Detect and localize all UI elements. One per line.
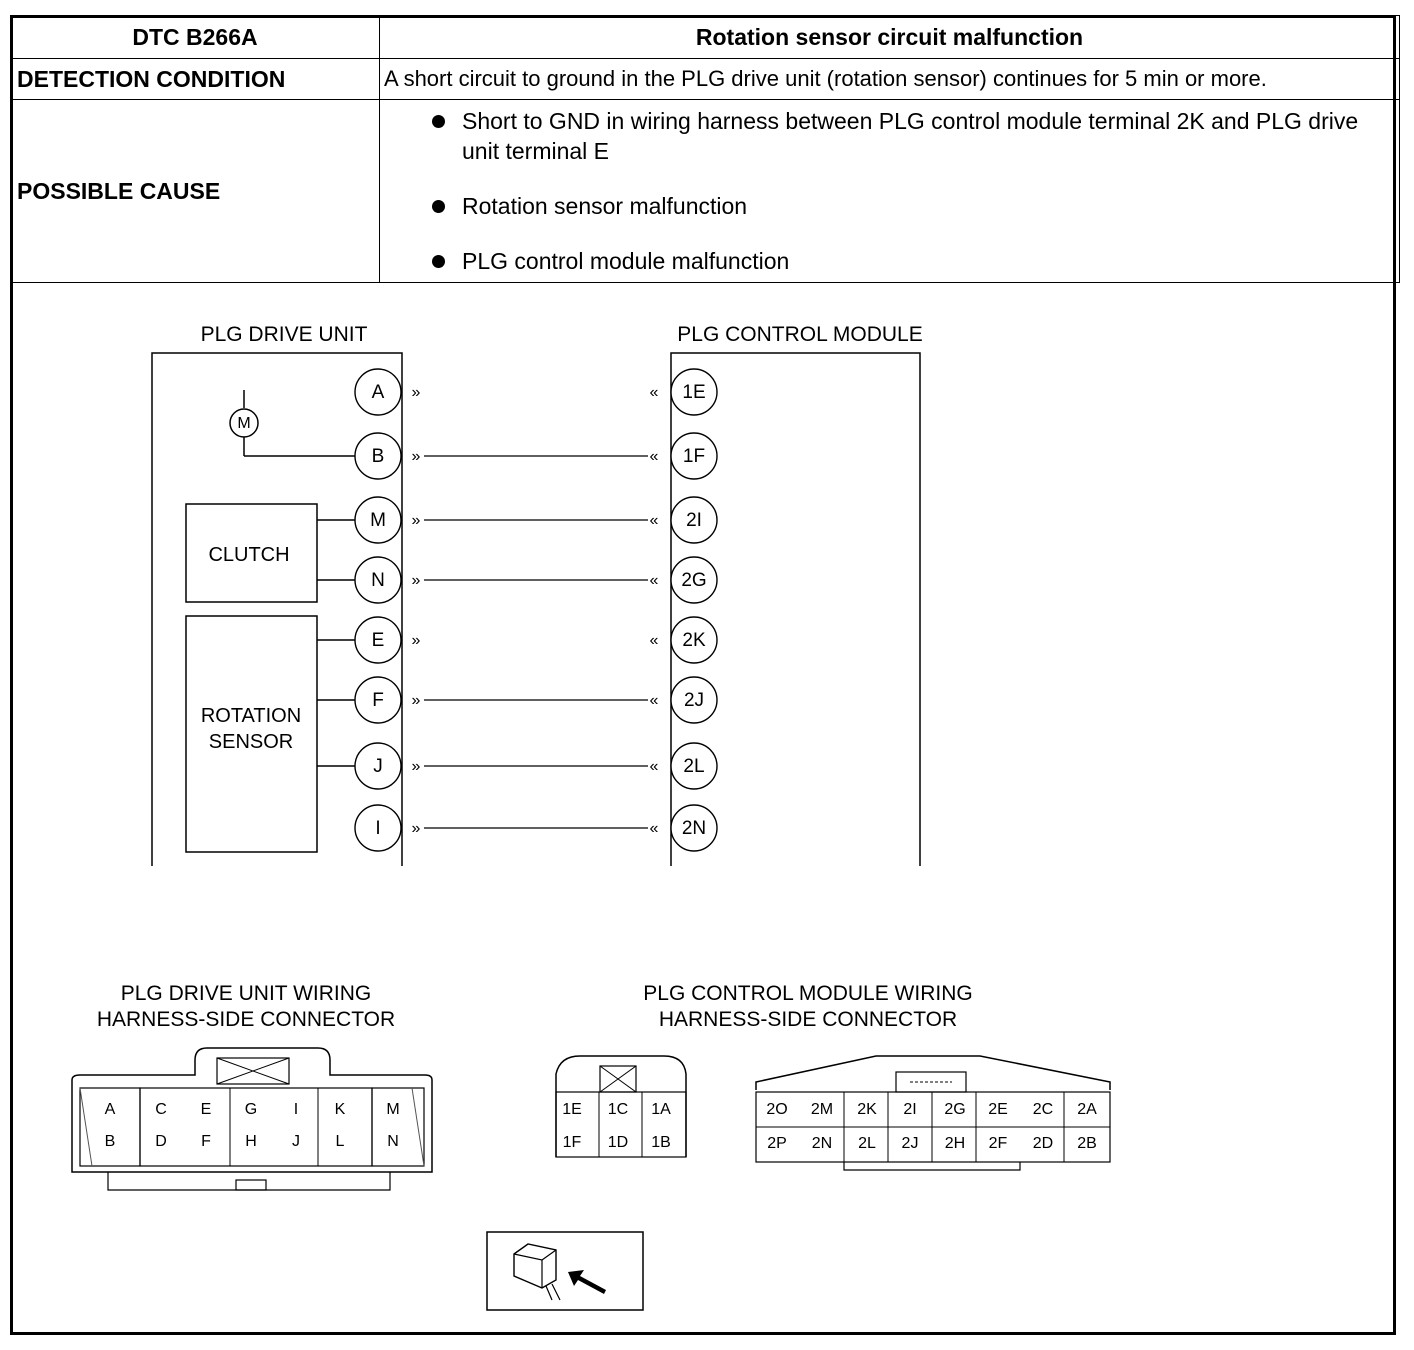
- connector-pin: 2E: [988, 1101, 1008, 1119]
- connector-pin: L: [335, 1133, 345, 1151]
- cause-text: PLG control module malfunction: [462, 248, 790, 274]
- module-terminal-mark: «: [649, 384, 659, 402]
- drive-unit-title: PLG DRIVE UNIT: [200, 323, 368, 346]
- connector-pin: H: [245, 1133, 257, 1151]
- control-module-title: PLG CONTROL MODULE: [677, 323, 923, 346]
- module-connector-title-line1: PLG CONTROL MODULE WIRING: [643, 982, 973, 1005]
- module-terminal-mark: «: [649, 572, 659, 590]
- module-pin-label: 1F: [682, 446, 706, 468]
- connector-pin: 1A: [651, 1101, 671, 1119]
- module-terminal-mark: «: [649, 448, 659, 466]
- drive-terminal-mark: »: [411, 632, 421, 650]
- connector-pin: 2G: [944, 1101, 966, 1119]
- detection-condition-label: DETECTION CONDITION: [11, 59, 380, 100]
- connector-pin: B: [104, 1133, 116, 1151]
- rotation-sensor-label-line1: ROTATION: [200, 705, 302, 727]
- drive-pin-label: N: [371, 570, 385, 592]
- motor-symbol: M: [237, 415, 251, 433]
- connector-pin: 1E: [562, 1101, 582, 1119]
- connector-pin: 2D: [1032, 1135, 1054, 1153]
- module-pin-label: 2N: [681, 818, 707, 840]
- module-connector-1-pins: [562, 1101, 671, 1151]
- connector-pin: 1C: [607, 1101, 629, 1119]
- drive-connector-title-line2: HARNESS-SIDE CONNECTOR: [96, 1008, 396, 1031]
- connector-pin: 2I: [903, 1101, 917, 1119]
- module-terminal-mark: «: [649, 758, 659, 776]
- connector-pin: F: [201, 1133, 211, 1151]
- connector-pin: M: [386, 1101, 400, 1119]
- drive-terminal-mark: »: [411, 758, 421, 776]
- connector-pin: 2J: [901, 1135, 919, 1153]
- drive-pin-label: A: [371, 382, 385, 404]
- connector-pin: 2O: [766, 1101, 788, 1119]
- connector-pin: 2N: [811, 1135, 833, 1153]
- connector-pin: 1D: [607, 1134, 629, 1152]
- connection-row: [355, 557, 717, 603]
- module-pin-label: 1E: [682, 382, 706, 404]
- connector-pin: J: [292, 1133, 300, 1151]
- connector-pin: 1F: [562, 1134, 582, 1152]
- drive-terminal-mark: »: [411, 384, 421, 402]
- connection-row: [355, 677, 717, 723]
- connector-pin: N: [387, 1133, 399, 1151]
- connector-pin: 2P: [767, 1135, 787, 1153]
- connector-pin: K: [334, 1101, 346, 1119]
- connector-pin: 2F: [988, 1135, 1008, 1153]
- connector-pin: G: [244, 1101, 258, 1119]
- drive-connector-pins: [105, 1101, 400, 1150]
- control-module-box: [671, 353, 920, 866]
- connector-pin: E: [200, 1101, 212, 1119]
- rotation-sensor-label-line2: SENSOR: [208, 731, 294, 753]
- drive-connector-title-line1: PLG DRIVE UNIT WIRING: [120, 982, 372, 1005]
- module-pin-label: 2L: [683, 756, 705, 778]
- possible-cause-label: POSSIBLE CAUSE: [11, 100, 380, 283]
- module-pin-label: 2K: [682, 630, 706, 652]
- connection-row: [355, 743, 717, 789]
- module-connector-title-line2: HARNESS-SIDE CONNECTOR: [658, 1008, 958, 1031]
- module-connector-1: [556, 1056, 686, 1157]
- connection-row: [355, 617, 717, 663]
- connection-row: [355, 369, 717, 415]
- module-pin-label: 2J: [683, 690, 705, 712]
- connector-pin: 2H: [944, 1135, 966, 1153]
- connector-pin: 2A: [1077, 1101, 1097, 1119]
- clutch-label: CLUTCH: [208, 544, 290, 566]
- drive-pin-label: I: [375, 818, 381, 840]
- drive-terminal-mark: »: [411, 448, 421, 466]
- drive-pin-label: J: [373, 756, 383, 778]
- module-pin-label: 2I: [686, 510, 702, 532]
- connector-pin: A: [104, 1101, 116, 1119]
- drive-terminal-mark: »: [411, 692, 421, 710]
- connector-probe-icon: [487, 1232, 643, 1310]
- drive-terminal-mark: »: [411, 820, 421, 838]
- dtc-title: Rotation sensor circuit malfunction: [380, 16, 1400, 59]
- connector-pin: 2K: [857, 1101, 877, 1119]
- connector-pin: 2L: [858, 1135, 876, 1153]
- connector-pin: D: [155, 1133, 167, 1151]
- module-pin-label: 2G: [681, 570, 707, 592]
- drive-unit-box: [152, 353, 402, 866]
- cause-text: Short to GND in wiring harness between PLG control module terminal 2K and PLG drive unit terminal E: [462, 108, 1359, 164]
- module-terminal-mark: «: [649, 820, 659, 838]
- drive-unit-connector: [72, 1048, 432, 1190]
- connector-pin: I: [293, 1101, 299, 1119]
- drive-pin-label: F: [372, 690, 384, 712]
- module-terminal-mark: «: [649, 692, 659, 710]
- connection-row: [355, 497, 717, 543]
- connector-pin: 2B: [1077, 1135, 1097, 1153]
- detection-condition-text: A short circuit to ground in the PLG drive unit (rotation sensor) continues for 5 min or more.: [380, 59, 1400, 100]
- drive-pin-label: M: [370, 510, 386, 532]
- module-terminal-mark: «: [649, 632, 659, 650]
- drive-pin-label: B: [371, 446, 385, 468]
- connection-row: [355, 805, 717, 851]
- cause-text: Rotation sensor malfunction: [462, 193, 748, 219]
- connector-pin: C: [155, 1101, 167, 1119]
- drive-terminal-mark: »: [411, 512, 421, 530]
- drive-pin-label: E: [371, 630, 385, 652]
- connection-rows: [355, 369, 717, 851]
- connector-pin: 1B: [651, 1134, 671, 1152]
- module-terminal-mark: «: [649, 512, 659, 530]
- connector-pin: 2C: [1032, 1101, 1054, 1119]
- module-connector-2: [756, 1056, 1110, 1170]
- connector-pin: 2M: [810, 1101, 834, 1119]
- dtc-code: DTC B266A: [11, 16, 380, 59]
- connection-row: [355, 433, 717, 479]
- motor-icon: [230, 390, 355, 456]
- drive-terminal-mark: »: [411, 572, 421, 590]
